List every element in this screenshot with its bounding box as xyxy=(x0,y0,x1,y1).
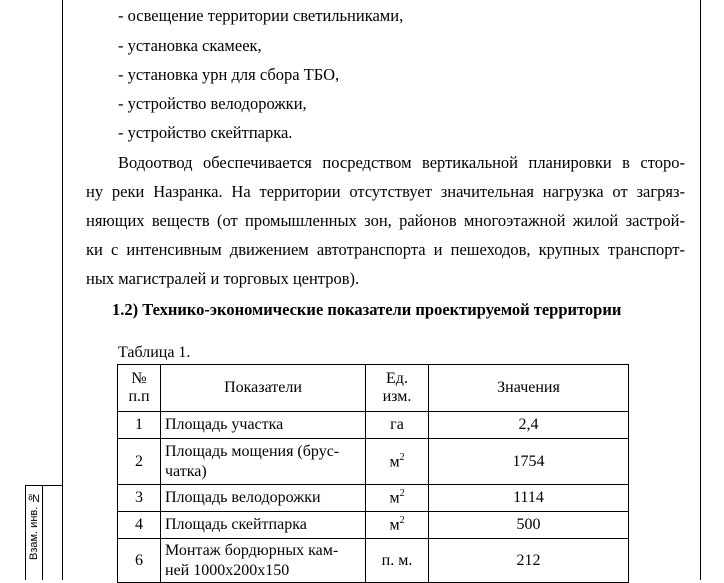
row-unit: $м^2$ xyxy=(366,485,429,512)
indicators-table xyxy=(117,364,629,583)
row-value: 1754 xyxy=(429,439,629,485)
list-item: - установка скамеек, xyxy=(118,36,262,55)
row-unit: $м^2$ xyxy=(366,512,429,539)
row-num: 6 xyxy=(118,539,161,583)
row-name: Площадь скейтпарка xyxy=(161,512,366,539)
table-row xyxy=(118,412,629,439)
table-header-row xyxy=(118,365,629,412)
paragraph-line: ки с интенсивным движением автотранспорта и пешеходов, крупных транспорт- xyxy=(86,240,685,259)
table-row xyxy=(118,439,629,485)
list-item: - установка урн для сбора ТБО, xyxy=(118,65,340,84)
paragraph-line: няющих веществ (от промышленных зон, районов многоэтажной жилой застрой- xyxy=(86,211,685,230)
frame-border xyxy=(700,0,701,580)
row-num: 3 xyxy=(118,485,161,512)
document-page xyxy=(62,0,700,580)
row-name: Монтаж бордюрных кам- ней 1000х200х150 xyxy=(161,539,366,583)
table-row xyxy=(118,512,629,539)
row-name: Площадь велодорожки xyxy=(161,485,366,512)
table-row xyxy=(118,485,629,512)
frame-border xyxy=(42,485,43,580)
row-value: 2,4 xyxy=(429,412,629,439)
row-value: 500 xyxy=(429,512,629,539)
row-num: 4 xyxy=(118,512,161,539)
section-heading: 1.2) Технико-экономические показатели проектируемой территории xyxy=(112,300,622,319)
stamp-label: Взам. инв. № xyxy=(28,491,40,561)
row-name: Площадь участка xyxy=(161,412,366,439)
header-name: Показатели xyxy=(161,365,366,412)
table-caption: Таблица 1. xyxy=(118,344,191,361)
row-value: 1114 xyxy=(429,485,629,512)
header-value: Значения xyxy=(429,365,629,412)
row-num: 1 xyxy=(118,412,161,439)
row-name: Площадь мощения (брус- чатка) xyxy=(161,439,366,485)
header-num: № п.п xyxy=(118,365,161,412)
row-value: 212 xyxy=(429,539,629,583)
row-unit: $м^2$ xyxy=(366,439,429,485)
list-item: - устройство велодорожки, xyxy=(118,94,307,113)
list-item: - освещение территории светильниками, xyxy=(118,6,404,25)
row-unit: п. м. xyxy=(366,539,429,583)
row-num: 2 xyxy=(118,439,161,485)
paragraph-line: ных магистралей и торговых центров). xyxy=(86,269,360,288)
row-unit: га xyxy=(366,412,429,439)
header-unit: Ед. изм. xyxy=(366,365,429,412)
paragraph-line: Водоотвод обеспечивается посредством вертикальной планировки в сторо- xyxy=(118,153,685,172)
paragraph-line: ну реки Назранка. На территории отсутствует значительная нагрузка от загряз- xyxy=(86,182,685,201)
list-item: - устройство скейтпарка. xyxy=(118,123,293,142)
table-row xyxy=(118,539,629,583)
